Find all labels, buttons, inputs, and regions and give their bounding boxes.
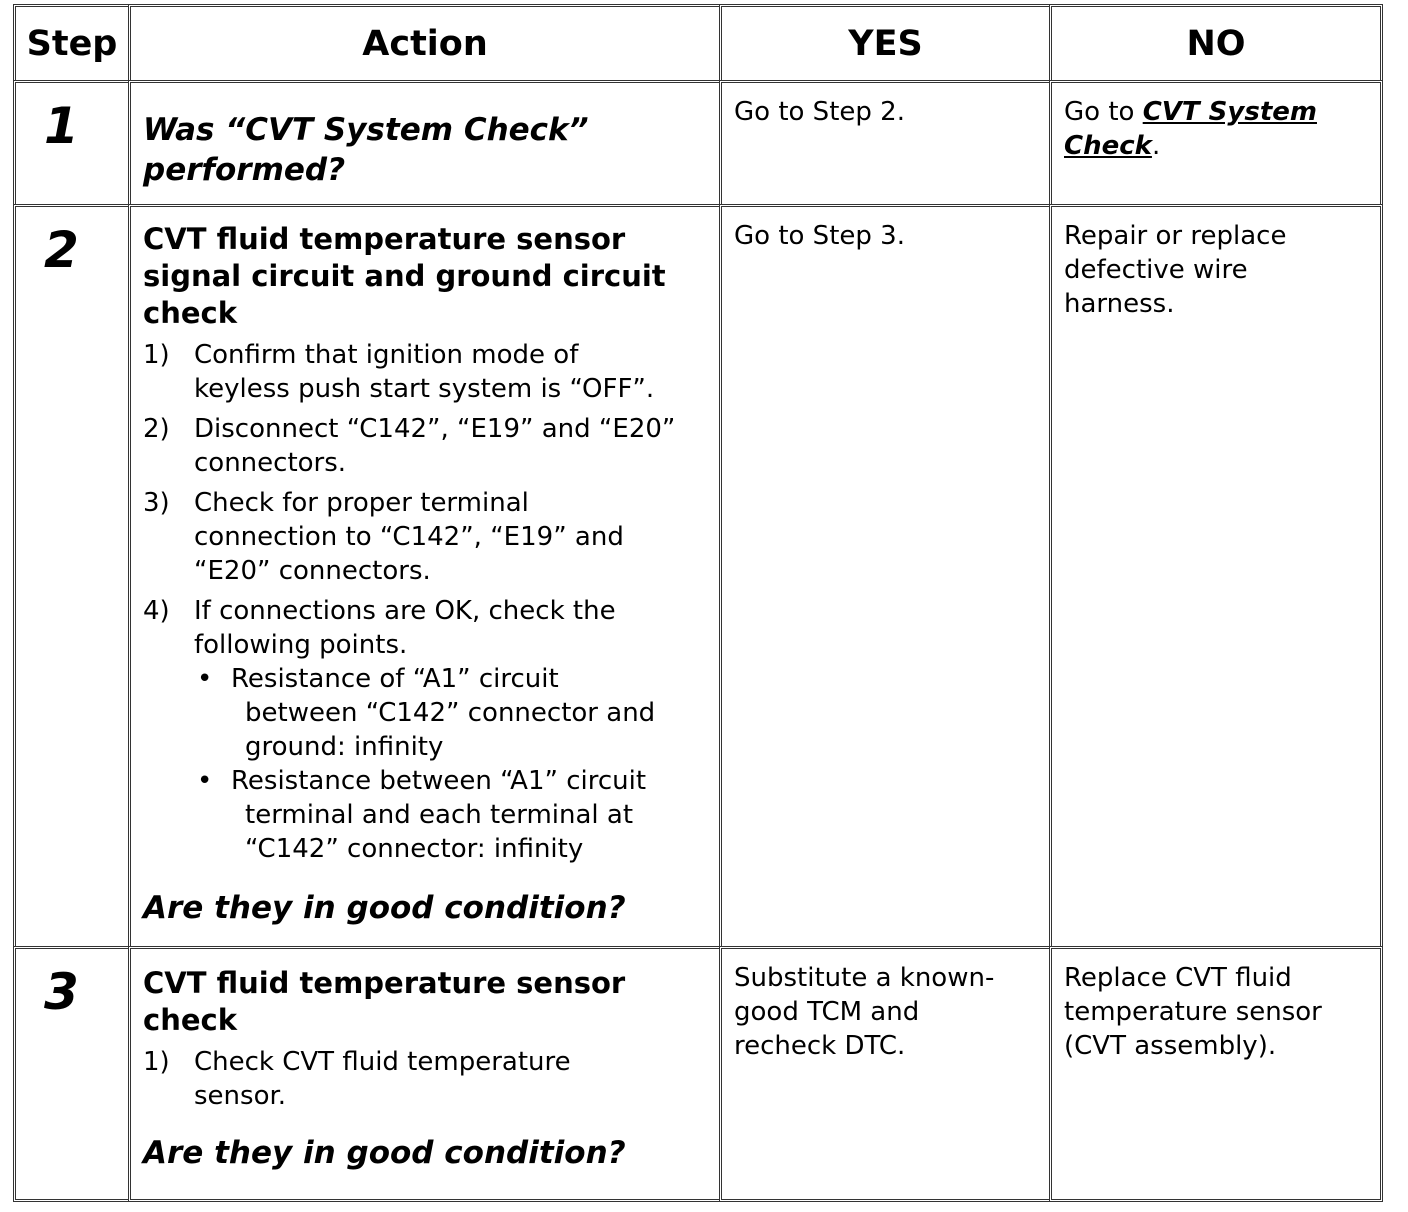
title-line: check [143,296,237,330]
question-line: Was “CVT System Check” [143,112,589,148]
header-action-label: Action [362,23,488,64]
step-2-yes [719,204,1052,949]
bullet-item [197,764,719,866]
bullet-line: ground: infinity [245,732,444,762]
item-line: keyless push start system is “OFF”. [194,374,655,404]
title-line: signal circuit and ground circuit [143,259,666,293]
yes-line: recheck DTC. [734,1031,906,1061]
diagnosis-table [13,4,1383,1202]
procedure-item [143,486,719,588]
step-1-no [1049,80,1383,207]
step-1-number [13,80,131,207]
step-2-action [128,204,722,949]
item-line: If connections are OK, check the [194,596,616,626]
no-line: temperature sensor [1064,997,1322,1027]
item-line: Confirm that ignition mode of [194,340,579,370]
bullet-line: “C142” connector: infinity [245,834,584,864]
step-3-yes [719,946,1052,1202]
cvt-system-check-link[interactable]: CVT System [1142,97,1317,127]
title-line: CVT fluid temperature sensor [143,222,626,256]
item-line: Check for proper terminal [194,488,529,518]
step-number: 2 [44,221,79,279]
step-2-number [13,204,131,949]
no-text: Go to [1064,97,1143,127]
yes-text: Go to Step 3. [734,221,905,251]
procedure-item [143,1045,719,1113]
header-step-label: Step [26,23,118,64]
header-yes-label: YES [848,23,923,64]
header-yes [719,4,1052,83]
question-line: performed? [143,152,346,188]
step-number: 3 [44,963,79,1021]
procedure-item [143,338,719,406]
item-line: connection to “C142”, “E19” and [194,522,624,552]
cvt-system-check-link[interactable]: Check [1064,131,1152,161]
procedure-item [143,594,719,662]
step-1-action [128,80,722,207]
procedure-item [143,412,719,480]
item-number: 4) [143,596,170,626]
step-1-yes [719,80,1052,207]
step-2-no [1049,204,1383,949]
bullet-line: between “C142” connector and [245,698,656,728]
title-line: CVT fluid temperature sensor [143,966,626,1000]
item-number: 2) [143,414,170,444]
no-line: (CVT assembly). [1064,1031,1277,1061]
step-3-no [1049,946,1383,1202]
bullet-line: Resistance between “A1” circuit [231,766,647,796]
bullet-icon: • [197,664,213,694]
no-line: harness. [1064,289,1175,319]
yes-line: Substitute a known- [734,963,995,993]
bullet-line: terminal and each terminal at [245,800,634,830]
step-3-title [143,965,719,1039]
step-2-title [143,221,719,332]
step-3-question: Are they in good condition? [143,1135,626,1171]
bullet-icon: • [197,766,213,796]
step-number: 1 [44,97,79,155]
header-no-label: NO [1186,23,1246,64]
item-line: “E20” connectors. [194,556,431,586]
bullet-item [197,662,719,764]
yes-line: good TCM and [734,997,920,1027]
item-line: Check CVT fluid temperature [194,1047,571,1077]
title-line: check [143,1003,237,1037]
header-no [1049,4,1383,83]
no-line: Repair or replace [1064,221,1287,251]
step-3-number [13,946,131,1202]
item-number: 3) [143,488,170,518]
step-3-action [128,946,722,1202]
item-line: Disconnect “C142”, “E19” and “E20” [194,414,676,444]
header-action [128,4,722,83]
item-number: 1) [143,340,170,370]
bullet-line: Resistance of “A1” circuit [231,664,559,694]
yes-text: Go to Step 2. [734,97,905,127]
no-line: Replace CVT fluid [1064,963,1292,993]
item-line: connectors. [194,448,347,478]
header-step [13,4,131,83]
step-2-question: Are they in good condition? [143,890,626,926]
no-text: . [1151,131,1161,161]
item-line: sensor. [194,1081,287,1111]
no-line: defective wire [1064,255,1248,285]
step-1-question [143,110,719,190]
item-line: following points. [194,630,408,660]
item-number: 1) [143,1047,170,1077]
